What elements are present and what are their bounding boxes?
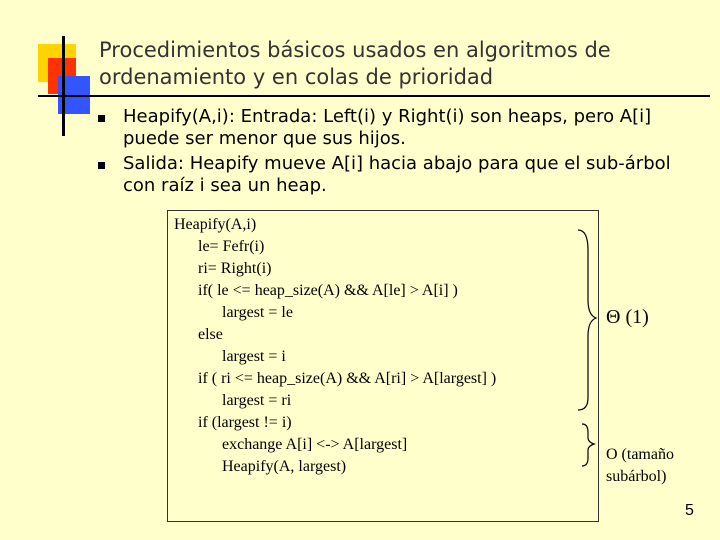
complexity-constant: Θ (1) xyxy=(606,306,649,328)
code-line: le= Fefr(i) xyxy=(198,238,265,255)
bullet-item xyxy=(98,106,698,150)
brace-icon xyxy=(570,220,600,480)
code-line: largest = i xyxy=(222,348,286,365)
bullet-list xyxy=(98,106,698,200)
code-line: if (largest != i) xyxy=(198,414,292,431)
code-line: if ( ri <= heap_size(A) && A[ri] > A[largest] ) xyxy=(198,370,497,387)
logo-vertical-line xyxy=(62,36,65,136)
bullet-text: Heapify(A,i): Entrada: Left(i) y Right(i) son heaps, pero A[i] puede ser menor que sus hijos. xyxy=(123,106,652,149)
page-number: 5 xyxy=(685,502,694,519)
bullet-item xyxy=(98,153,698,197)
code-line: if( le <= heap_size(A) && A[le] > A[i] ) xyxy=(198,282,458,299)
pseudocode xyxy=(174,214,496,478)
right-brace-constant xyxy=(578,230,596,410)
slide-title: Procedimientos básicos usados en algoritmos de ordenamiento y en colas de prioridad xyxy=(99,38,611,89)
code-line: ri= Right(i) xyxy=(198,260,272,277)
code-line: largest = ri xyxy=(222,392,292,409)
right-brace-subtree xyxy=(582,424,594,466)
code-line: Heapify(A, largest) xyxy=(174,458,347,475)
complexity-subtree: O (tamaño subárbol) xyxy=(606,446,674,485)
title-underline xyxy=(38,95,710,97)
bullet-square-icon xyxy=(98,115,105,122)
bullet-square-icon xyxy=(98,162,105,169)
code-line: exchange A[i] <-> A[largest] xyxy=(222,436,408,453)
code-line: largest = le xyxy=(222,304,293,321)
code-line: else xyxy=(198,326,223,343)
bullet-text: Salida: Heapify mueve A[i] hacia abajo para que el sub-árbol con raíz i sea un heap. xyxy=(123,153,671,196)
code-line: Heapify(A,i) xyxy=(174,216,257,233)
